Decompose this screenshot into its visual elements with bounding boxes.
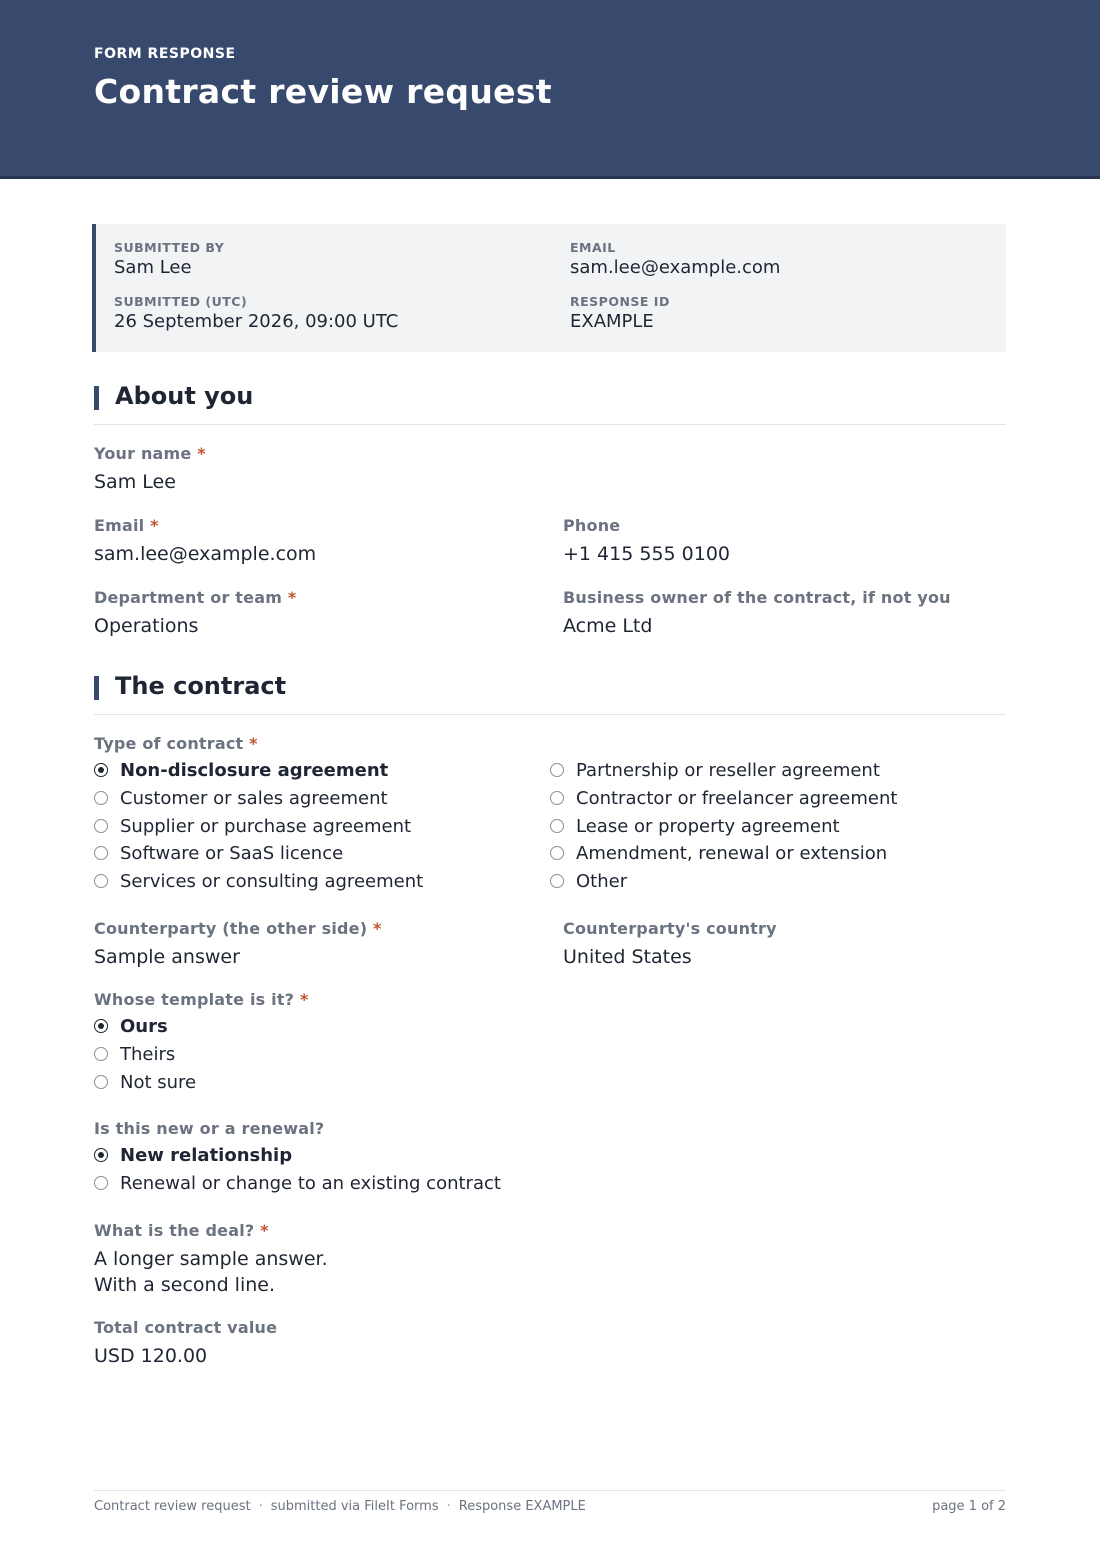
radio-empty-icon xyxy=(94,1047,108,1061)
field-label: Email * xyxy=(94,516,159,535)
meta-label: RESPONSE ID xyxy=(570,294,670,309)
footer-form-name: Contract review request xyxy=(94,1499,251,1514)
footer-info xyxy=(94,1499,586,1514)
meta-email xyxy=(570,240,780,278)
required-marker: * xyxy=(299,990,309,1009)
meta-value: 26 September 2026, 09:00 UTC xyxy=(114,311,399,332)
field-deal xyxy=(94,1221,328,1298)
radio-selected-icon xyxy=(94,763,108,777)
radio-selected-icon xyxy=(94,1148,108,1162)
meta-submitted-utc xyxy=(114,294,398,332)
field-label: Type of contract * xyxy=(94,734,258,753)
field-value: +1 415 555 0100 xyxy=(563,543,731,565)
section-the-contract xyxy=(94,672,1006,715)
radio-empty-icon xyxy=(550,819,564,833)
meta-submitted-by xyxy=(114,240,224,278)
field-label: Business owner of the contract, if not you xyxy=(563,588,951,607)
submission-meta xyxy=(92,224,1006,352)
field-label: Counterparty's country xyxy=(563,919,777,938)
footer-separator: · xyxy=(258,1499,263,1514)
footer-separator: · xyxy=(446,1499,451,1514)
meta-value: EXAMPLE xyxy=(570,311,654,332)
field-contract-type-label xyxy=(94,734,258,753)
required-marker: * xyxy=(197,444,206,463)
radio-empty-icon xyxy=(94,791,108,805)
radio-empty-icon xyxy=(550,846,564,860)
field-label: Whose template is it? * xyxy=(94,990,309,1009)
field-counterparty-country xyxy=(563,919,777,970)
meta-value: sam.lee@example.com xyxy=(570,257,781,278)
deal-line: A longer sample answer. xyxy=(94,1248,328,1270)
section-title: The contract xyxy=(115,672,287,700)
radio-empty-icon xyxy=(94,819,108,833)
field-value: Sam Lee xyxy=(94,471,176,493)
footer-source: submitted via FileIt Forms xyxy=(270,1499,439,1514)
page-number: page 1 of 2 xyxy=(932,1499,1006,1514)
field-value: Operations xyxy=(94,615,199,637)
radio-empty-icon xyxy=(550,791,564,805)
radio-empty-icon xyxy=(94,1075,108,1089)
field-label: Total contract value xyxy=(94,1318,278,1337)
meta-label: EMAIL xyxy=(570,240,616,255)
field-value: sam.lee@example.com xyxy=(94,543,317,565)
meta-label: SUBMITTED BY xyxy=(114,240,225,255)
field-phone xyxy=(563,516,730,567)
section-title: About you xyxy=(115,382,254,410)
field-value: Acme Ltd xyxy=(563,615,653,637)
meta-response-id xyxy=(570,294,670,332)
radio-empty-icon xyxy=(550,874,564,888)
meta-label: SUBMITTED (UTC) xyxy=(114,294,248,309)
field-value: Sample answer xyxy=(94,946,240,968)
radio-selected-icon xyxy=(94,1019,108,1033)
field-label: Counterparty (the other side) * xyxy=(94,919,382,938)
field-value: United States xyxy=(563,946,692,968)
radio-empty-icon xyxy=(550,763,564,777)
page-title: Contract review request xyxy=(94,72,552,111)
footer-response: Response EXAMPLE xyxy=(458,1499,586,1514)
field-email xyxy=(94,516,316,567)
field-your-name xyxy=(94,444,206,495)
required-marker: * xyxy=(249,734,258,753)
radio-empty-icon xyxy=(94,1176,108,1190)
section-accent-bar xyxy=(94,386,99,410)
section-about-you xyxy=(94,382,1006,425)
field-new-or-renewal-label xyxy=(94,1119,324,1138)
field-counterparty xyxy=(94,919,382,970)
field-contract-value xyxy=(94,1318,277,1369)
page-footer xyxy=(94,1490,1006,1521)
meta-value: Sam Lee xyxy=(114,257,192,278)
field-label: Your name * xyxy=(94,444,206,463)
deal-line: With a second line. xyxy=(94,1274,275,1296)
radio-empty-icon xyxy=(94,874,108,888)
required-marker: * xyxy=(260,1221,269,1240)
field-department xyxy=(94,588,296,639)
section-accent-bar xyxy=(94,676,99,700)
field-label: Phone xyxy=(563,516,621,535)
required-marker: * xyxy=(150,516,159,535)
field-value: USD 120.00 xyxy=(94,1345,208,1367)
field-label: What is the deal? * xyxy=(94,1221,269,1240)
field-label: Is this new or a renewal? xyxy=(94,1119,325,1138)
page-header xyxy=(0,0,1100,179)
field-template-label xyxy=(94,990,309,1009)
required-marker: * xyxy=(287,588,297,607)
field-label: Department or team * xyxy=(94,588,297,607)
header-eyebrow: FORM RESPONSE xyxy=(94,46,236,62)
radio-empty-icon xyxy=(94,846,108,860)
field-business-owner xyxy=(563,588,951,639)
required-marker: * xyxy=(373,919,382,938)
field-value xyxy=(94,1246,328,1298)
